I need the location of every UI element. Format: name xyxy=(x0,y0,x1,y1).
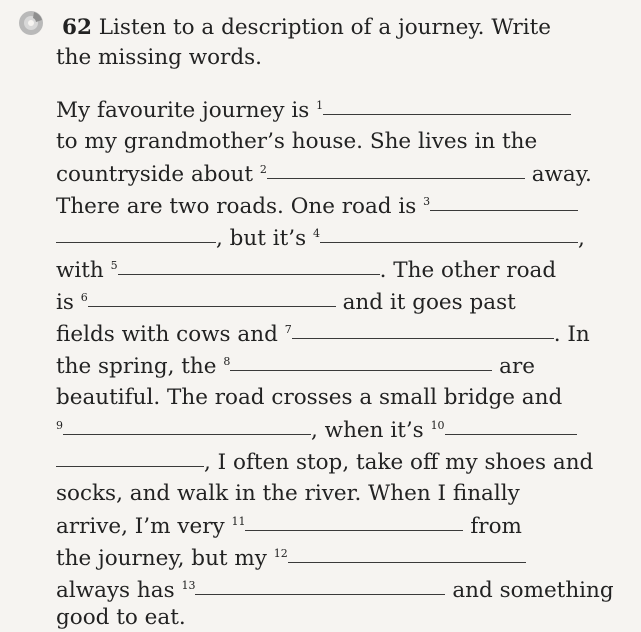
gap-number: 7 xyxy=(284,322,292,336)
passage-line-9 xyxy=(56,352,535,381)
passage-text: fields with cows and xyxy=(56,322,278,347)
passage-text: , but it’s xyxy=(216,226,307,251)
passage-text: with xyxy=(56,258,104,283)
passage-text: and it goes past xyxy=(342,290,516,315)
gap-13-blank[interactable] xyxy=(195,574,445,595)
gap-number: 12 xyxy=(273,546,288,560)
passage-text: good to eat. xyxy=(56,605,186,630)
passage-line-2 xyxy=(56,128,537,156)
passage-line-4 xyxy=(56,192,578,221)
passage-text: There are two roads. One road is xyxy=(56,194,417,219)
gap-number: 3 xyxy=(423,194,431,208)
passage-text: beautiful. The road crosses a small bridge and xyxy=(56,385,563,410)
passage-text: away. xyxy=(531,162,592,187)
passage-line-7 xyxy=(56,288,516,317)
passage-line-5 xyxy=(56,224,585,253)
gap-number: 1 xyxy=(316,98,324,112)
gap-11-blank[interactable] xyxy=(245,510,463,531)
passage-line-17 xyxy=(56,604,186,632)
passage-text: are xyxy=(499,354,535,379)
instruction-line-1 xyxy=(62,14,551,42)
cd-audio-icon xyxy=(18,10,44,36)
passage-text: is xyxy=(56,290,74,315)
gap-10-blank-cont[interactable] xyxy=(56,446,204,467)
passage-line-1 xyxy=(56,96,571,125)
passage-text: to my grandmother’s house. She lives in the xyxy=(56,129,538,154)
passage-text: . In xyxy=(553,322,590,347)
gap-number: 13 xyxy=(181,578,196,592)
passage-line-14 xyxy=(56,512,522,541)
gap-2-blank[interactable] xyxy=(267,158,525,179)
passage-text: . The other road xyxy=(379,258,557,283)
gap-12-blank[interactable] xyxy=(288,542,526,563)
gap-number: 10 xyxy=(430,418,445,432)
gap-number: 8 xyxy=(223,354,231,368)
gap-8-blank[interactable] xyxy=(230,350,492,371)
gap-number: 5 xyxy=(110,258,118,272)
gap-10-blank[interactable] xyxy=(445,414,577,435)
gap-number: 9 xyxy=(56,418,63,432)
instruction-text-2: the missing words. xyxy=(56,45,262,70)
gap-number: 2 xyxy=(259,162,267,176)
passage-text: and something xyxy=(452,578,614,603)
passage-line-16 xyxy=(56,576,614,605)
gap-3-blank[interactable] xyxy=(430,190,578,211)
passage-line-11 xyxy=(56,416,577,445)
gap-6-blank[interactable] xyxy=(88,286,336,307)
passage-text: arrive, I’m very xyxy=(56,514,225,539)
gap-5-blank[interactable] xyxy=(118,254,380,275)
passage-text: My favourite journey is xyxy=(56,98,310,123)
passage-text: the journey, but my xyxy=(56,546,267,571)
passage-line-8 xyxy=(56,320,590,349)
gap-1-blank[interactable] xyxy=(323,94,571,115)
gap-number: 6 xyxy=(80,290,88,304)
passage-text: , when it’s xyxy=(311,418,424,443)
passage-text: , xyxy=(577,226,585,251)
passage-line-6 xyxy=(56,256,556,285)
passage-text: from xyxy=(470,514,522,539)
instruction-text: Listen to a description of a journey. Write xyxy=(98,15,551,40)
passage-text: socks, and walk in the river. When I finally xyxy=(56,481,520,506)
passage-line-13 xyxy=(56,480,520,508)
passage-text: the spring, the xyxy=(56,354,217,379)
passage-text: countryside about xyxy=(56,162,253,187)
gap-number: 11 xyxy=(231,514,246,528)
instruction-line-2 xyxy=(56,44,262,72)
gap-number: 4 xyxy=(312,226,320,240)
exercise-number: 62 xyxy=(62,15,92,40)
gap-9-blank[interactable] xyxy=(63,414,311,435)
gap-3-blank-cont[interactable] xyxy=(56,222,216,243)
gap-7-blank[interactable] xyxy=(292,318,554,339)
passage-line-12 xyxy=(56,448,593,477)
passage-text: , I often stop, take off my shoes and xyxy=(204,450,594,475)
passage-line-15 xyxy=(56,544,526,573)
gap-4-blank[interactable] xyxy=(320,222,578,243)
passage-text: always has xyxy=(56,578,175,603)
passage-line-10 xyxy=(56,384,562,412)
passage-line-3 xyxy=(56,160,592,189)
